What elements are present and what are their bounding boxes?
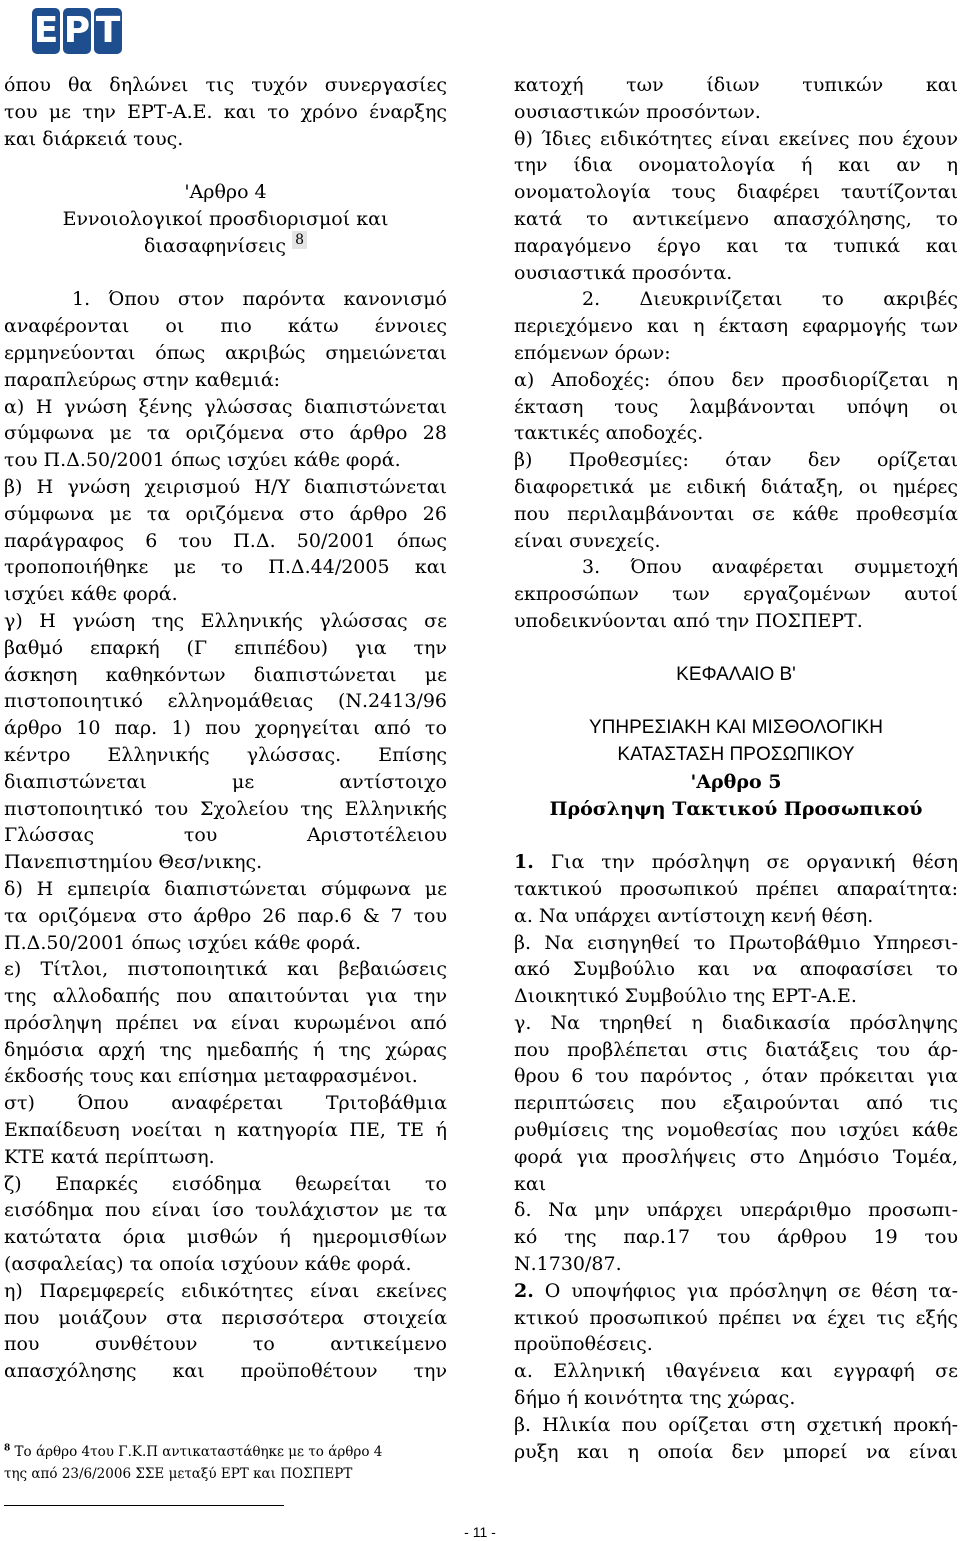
text-line: περιπτώσεις που εξαιρούνται από τις: [514, 1092, 958, 1115]
text-line: που προβλέπεται στις διατάξεις του άρ-: [514, 1038, 958, 1061]
text-line: του Π.Δ.50/2001 όπως ισχύει κάθε φορά.: [4, 449, 401, 472]
text-line: προϋποθέσεις.: [514, 1333, 653, 1356]
text-line: και: [514, 1172, 547, 1195]
text-line: ουσιαστικά προσόντα.: [514, 261, 733, 284]
section-heading: ΚΑΤΑΣΤΑΣΗ ΠΡΟΣΩΠΙΚΟΥ: [617, 743, 855, 765]
text-line: 1. Όπου στον παρόντα κανονισμό: [72, 288, 447, 311]
text-line: παραπλεύρως στην καθεμιά:: [4, 368, 281, 391]
text-line: δημόσια αρχή της ημεδαπής ή της χώρας: [4, 1038, 447, 1061]
text-line: άσκηση καθηκόντων διαπιστώνεται με: [4, 663, 447, 686]
article-4-subtitle-cont: διασαφηνίσεις $^8$: [4, 233, 447, 260]
text-line: Γλώσσας του Αριστοτέλειου: [4, 824, 447, 847]
text-line: περιεχόμενο και η έκταση εφαρμογής των: [514, 315, 958, 338]
text-line: φορά για προσλήψεις στο Δημόσιο Τομέα,: [514, 1145, 958, 1168]
text-line: (ασφαλείας) τα οποία ισχύουν κάθε φορά.: [4, 1253, 412, 1276]
footnote-line: $^8$ Το άρθρο 4του Γ.Κ.Π αντικαταστάθηκε με το άρθρο 4: [4, 1443, 383, 1460]
text-line: β) Η γνώση χειρισμού Η/Υ διαπιστώνεται: [4, 475, 447, 498]
text-line: δ. Να μην υπάρχει υπεράριθμο προσωπι-: [514, 1199, 958, 1222]
text-line: έκταση τους λαμβάνονται υπόψη οι: [514, 395, 958, 418]
text-line: δήμο ή κοινότητα της χώρας.: [514, 1387, 796, 1410]
text-line: ονοματολογία τους διαφέρει ταυτίζονται: [514, 181, 958, 204]
text-line: β) Προθεσμίες: όταν δεν ορίζεται: [514, 449, 958, 472]
text-line: τα οριζόμενα στο άρθρο 26 παρ.6 & 7 του: [4, 904, 447, 927]
text-line: Ν.1730/87.: [514, 1253, 622, 1276]
text-line: β. Να εισηγηθεί το Πρωτοβάθμιο Υπηρεσι-: [514, 931, 958, 954]
text-line: που περιλαμβάνονται σε κάθε προθεσμία: [514, 502, 958, 525]
text-line: διαφορετικά με ειδική διάταξη, οι ημέρες: [514, 475, 958, 498]
text-line: ΚΤΕ κατά περίπτωση.: [4, 1145, 215, 1168]
text-line: επόμενων όρων:: [514, 341, 671, 364]
text-line: Εκπαίδευση νοείται η κατηγορία ΠΕ, ΤΕ ή: [4, 1119, 447, 1142]
text-line: κατά το αντικείμενο απασχόλησης, το: [514, 207, 958, 230]
ert-logo: [32, 8, 122, 54]
text-line: εκπροσώπων των εργαζομένων αυτοί: [514, 583, 958, 606]
text-line: εισόδημα που είναι ίσο τουλάχιστον με τα: [4, 1199, 447, 1222]
text-line: α. Να υπάρχει αντίστοιχη κενή θέση.: [514, 904, 874, 927]
footnote: [4, 1441, 451, 1485]
left-column: [4, 72, 447, 1385]
text-line: ρυθμίσεις της νομοθεσίας που ισχύει κάθε: [514, 1119, 958, 1142]
right-column: [514, 72, 958, 1465]
text-line: α) Η γνώση ξένης γλώσσας διαπιστώνεται: [4, 395, 447, 418]
text-line: ε) Τίτλοι, πιστοποιητικά και βεβαιώσεις: [4, 958, 447, 981]
text-line: 2. Διευκρινίζεται το ακριβές: [582, 288, 958, 311]
text-line: γ. Να τηρηθεί η διαδικασία πρόσληψης: [514, 1011, 958, 1034]
text-line: παράγραφος 6 του Π.Δ. 50/2001 όπως: [4, 529, 447, 552]
text-line: έκδοσής τους και επίσημα μεταφρασμένοι.: [4, 1065, 418, 1088]
text-line: τακτικές αποδοχές.: [514, 422, 704, 445]
article-5-para-1: [514, 876, 958, 1278]
text-line: απασχόλησης και προϋποθέτουν την: [4, 1360, 447, 1383]
logo-letter: Ε: [32, 8, 60, 54]
paragraph-2-first: 2. Ο υποψήφιος για πρόσληψη σε θέση τα-: [514, 1279, 958, 1302]
chapter-heading: ΚΕΦΑΛΑΙΟ Β': [676, 663, 796, 685]
article-5-para-2: [514, 1305, 958, 1466]
text-line: ουσιαστικών προσόντων.: [514, 100, 761, 123]
text-line: της αλλοδαπής που απαιτούνται για την: [4, 985, 447, 1008]
text-line: ακό Συμβούλιο και να αποφασίσει το: [514, 958, 958, 981]
text-line: είναι συνεχείς.: [514, 529, 661, 552]
text-line: πρόσληψη πρέπει να είναι κυρωμένοι από: [4, 1011, 447, 1034]
text-line: τροποποιήθηκε με το Π.Δ.44/2005 και: [4, 556, 447, 579]
text-line: πιστοποιητικό του Σχολείου της Ελληνικής: [4, 797, 447, 820]
text-line: 3. Όπου αναφέρεται συμμετοχή: [582, 556, 958, 579]
logo-letter: Τ: [94, 8, 122, 54]
article-5-subtitle: Πρόσληψη Τακτικού Προσωπικού: [549, 797, 923, 820]
text-line: βαθμό επαρκή (Γ επιπέδου) για την: [4, 636, 447, 659]
text-line: Διοικητικό Συμβούλιο της ΕΡΤ-Α.Ε.: [514, 985, 857, 1008]
text-line: σύμφωνα με τα οριζόμενα στο άρθρο 28: [4, 422, 447, 445]
intro-line: και διάρκειά τους.: [4, 127, 184, 150]
text-line: σύμφωνα με τα οριζόμενα στο άρθρο 26: [4, 502, 447, 525]
text-line: ισχύει κάθε φορά.: [4, 583, 178, 606]
text-line: θρου 6 του παρόντος , όταν πρόκειται για: [514, 1065, 958, 1088]
text-line: διαπιστώνεται με αντίστοιχο: [4, 770, 447, 793]
footnote-line: της από 23/6/2006 ΣΣΕ μεταξύ ΕΡΤ και ΠΟΣΠΕΡΤ: [4, 1466, 353, 1482]
text-line: τακτικού προσωπικού πρέπει απαραίτητα:: [514, 877, 958, 900]
text-line: κατοχή των ίδιων τυπικών και: [514, 74, 958, 96]
footnote-reference[interactable]: 8: [292, 231, 307, 249]
article-4-body-cont: [514, 72, 958, 635]
article-4-subtitle: Εννοιολογικοί προσδιορισμοί και: [62, 207, 389, 230]
text-line: β. Ηλικία που ορίζεται στη σχετική προκή-: [514, 1413, 958, 1436]
text-line: κό της παρ.17 του άρθρου 19 του: [514, 1226, 958, 1249]
text-line: δ) Η εμπειρία διαπιστώνεται σύμφωνα με: [4, 877, 447, 900]
article-5-title: 'Αρθρο 5: [690, 770, 782, 793]
page-number: - 11 -: [464, 1524, 496, 1540]
text-line: ζ) Επαρκές εισόδημα θεωρείται το: [4, 1172, 447, 1195]
text-line: θ) Ίδιες ειδικότητες είναι εκείνες που έχουν: [514, 127, 958, 150]
text-line: παραγόμενο έργο και τα τυπικά και: [514, 234, 958, 257]
logo-letter: Ρ: [63, 8, 91, 54]
intro-line: του με την ΕΡΤ-Α.Ε. και το χρόνο έναρξης: [4, 100, 447, 123]
paragraph-1-first: 1. Για την πρόσληψη σε οργανική θέση: [514, 851, 958, 874]
text-line: η) Παρεμφερείς ειδικότητες είναι εκείνες: [4, 1279, 447, 1302]
text-line: κατώτατα όρια μισθών ή ημερομισθίων: [4, 1226, 447, 1249]
text-line: ρυξη και η οποία δεν μπορεί να είναι: [514, 1440, 958, 1463]
text-line: που συνθέτουν το αντικείμενο: [4, 1333, 447, 1356]
intro-line: όπου θα δηλώνει τις τυχόν συνεργασίες: [4, 74, 447, 96]
text-line: Πανεπιστημίου Θεσ/νικης.: [4, 851, 263, 874]
text-line: την ίδια ονοματολογία ή και αν η: [514, 154, 958, 177]
text-line: κτικού προσωπικού πρέπει να έχει τις εξής: [514, 1306, 958, 1329]
section-heading: ΥΠΗΡΕΣΙΑΚΗ ΚΑΙ ΜΙΣΘΟΛΟΓΙΚΗ: [588, 717, 883, 739]
article-4-title: 'Αρθρο 4: [184, 181, 267, 204]
text-line: ερμηνεύονται όπως ακριβώς σημειώνεται: [4, 341, 447, 364]
text-line: στ) Όπου αναφέρεται Τριτοβάθμια: [4, 1092, 447, 1115]
article-4-body: [4, 286, 447, 1385]
text-line: κέντρο Ελληνικής γλώσσας. Επίσης: [4, 743, 447, 766]
text-line: πιστοποιητικό ελληνομάθειας (Ν.2413/96: [4, 690, 447, 713]
text-line: γ) Η γνώση της Ελληνικής γλώσσας σε: [4, 609, 447, 632]
text-line: αναφέρονται οι πιο κάτω έννοιες: [4, 315, 447, 338]
text-line: α. Ελληνική ιθαγένεια και εγγραφή σε: [514, 1360, 958, 1383]
text-line: υποδεικνύονται από την ΠΟΣΠΕΡΤ.: [514, 609, 863, 632]
text-line: άρθρο 10 παρ. 1) που χορηγείται από το: [4, 717, 447, 740]
text-line: που μοιάζουν στα περισσότερα στοιχεία: [4, 1306, 447, 1329]
footnote-divider: [4, 1505, 284, 1506]
text-line: α) Αποδοχές: όπου δεν προσδιορίζεται η: [514, 368, 958, 391]
text-line: Π.Δ.50/2001 όπως ισχύει κάθε φορά.: [4, 931, 362, 954]
